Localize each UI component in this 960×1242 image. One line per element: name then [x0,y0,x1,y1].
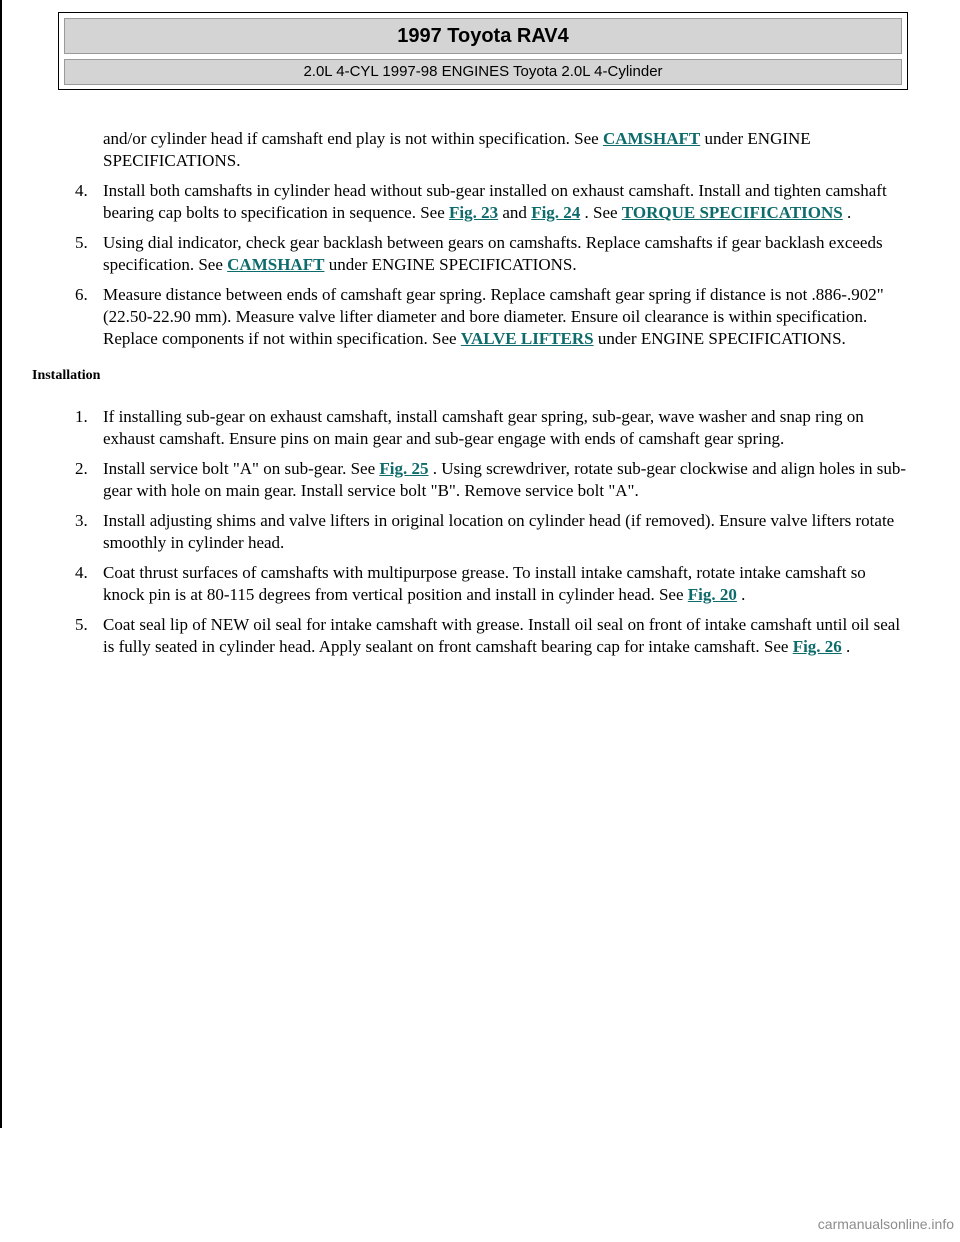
link-torque-specifications[interactable]: TORQUE SPECIFICATIONS [621,203,843,222]
section-heading-wrap [0,350,960,406]
list-number: 2. [75,459,88,478]
list-item: 3. Install adjusting shims and valve lifters in original location on cylinder head (if removed). Ensure valve lifters rotate smoothly in cylinder head. [75,511,895,552]
link-camshaft[interactable]: CAMSHAFT [227,255,325,274]
section-heading: Installation [32,368,101,383]
list-item: 5. Coat seal lip of NEW oil seal for intake camshaft with grease. Install oil seal on front of intake camshaft until oil seal is fully seated in cylinder head. Apply sealant on front camshaft bearing cap for intake camshaft. See Fig. 26 . [75,615,901,656]
link-fig-23[interactable]: Fig. 23 [449,203,499,222]
list-item: 1. If installing sub-gear on exhaust camshaft, install camshaft gear spring, sub-gear, wave washer and snap ring on exhaust camshaft. Ensure pins on main gear and sub-gear engage with ends of camshaft gear spring. [75,407,864,448]
list-number: 1. [75,407,88,426]
list-item: 6. Measure distance between ends of camshaft gear spring. Replace camshaft gear spring if distance is not .886-.902" (22.50-22.90 mm). Measure valve lifter diameter and bore diameter. Ensure oil clearance is within specification. Replace components if not within specification. See VALVE LIFTERS under ENGINE SPECIFICATIONS. [75,285,884,348]
document-body [0,128,960,658]
link-fig-25[interactable]: Fig. 25 [379,459,429,478]
list-number: 4. [75,181,88,200]
list-item: 4. Install both camshafts in cylinder head without sub-gear installed on exhaust camshaft. Install and tighten camshaft bearing cap bolts to specification in sequence. See Fig. 23 and Fig. 24 . See TORQUE SPECIFICATIONS . [75,181,887,222]
list-item: 5. Using dial indicator, check gear backlash between gears on camshafts. Replace camshafts if gear backlash exceeds specification. See CAMSHAFT under ENGINE SPECIFICATIONS. [75,233,883,274]
list-number: 4. [75,563,88,582]
list-number: 5. [75,615,88,634]
link-fig-26[interactable]: Fig. 26 [792,637,842,656]
list-item: 2. Install service bolt "A" on sub-gear. See Fig. 25 . Using screwdriver, rotate sub-gear clockwise and align holes in sub-gear with hole on main gear. Install service bolt "B". Remove service bolt "A". [75,459,907,500]
link-fig-24[interactable]: Fig. 24 [531,203,581,222]
list-number: 5. [75,233,88,252]
continuation-paragraph: and/or cylinder head if camshaft end play is not within specification. See CAMSHAFT under ENGINE SPECIFICATIONS. [103,129,811,170]
list-item: 4. Coat thrust surfaces of camshafts with multipurpose grease. To install intake camshaft, rotate intake camshaft so knock pin is at 80-115 degrees from vertical position and install in cylinder head. See Fig. 20 . [75,563,866,604]
list-number: 3. [75,511,88,530]
list-number: 6. [75,285,88,304]
document-header [58,12,908,90]
link-camshaft[interactable]: CAMSHAFT [602,129,701,148]
header-title: 1997 Toyota RAV4 [64,18,902,54]
header-subtitle: 2.0L 4-CYL 1997-98 ENGINES Toyota 2.0L 4-Cylinder [64,59,902,85]
link-valve-lifters[interactable]: VALVE LIFTERS [460,329,594,348]
link-fig-20[interactable]: Fig. 20 [687,585,737,604]
watermark: carmanualsonline.info [817,1216,954,1232]
